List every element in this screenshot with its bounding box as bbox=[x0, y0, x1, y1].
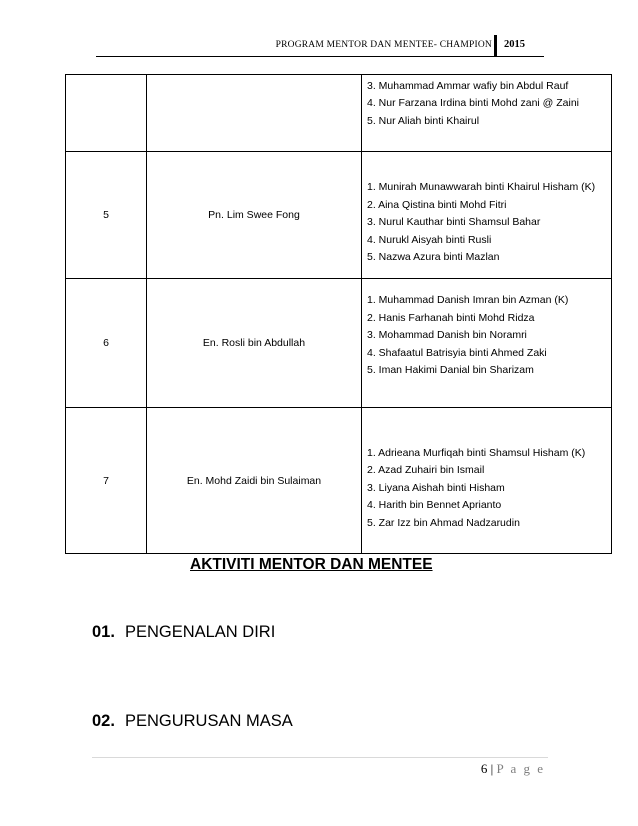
mentee-list bbox=[367, 179, 611, 267]
list-item: 3. Mohammad Danish bin Noramri bbox=[367, 329, 527, 342]
list-item: 2. Hanis Farhanah binti Mohd Ridza bbox=[367, 311, 535, 324]
footer-rule bbox=[92, 757, 548, 758]
group-number-cell: 7 bbox=[66, 408, 147, 554]
mentee-list-cell bbox=[362, 75, 612, 152]
mentee-list-cell bbox=[362, 408, 612, 554]
table-row bbox=[66, 152, 612, 279]
mentee-list-cell bbox=[362, 279, 612, 408]
page-word: P a g e bbox=[496, 761, 545, 776]
list-item: 3. Liyana Aishah binti Hisham bbox=[367, 481, 505, 494]
list-item: 1. Muhammad Danish Imran bin Azman (K) bbox=[367, 294, 569, 307]
list-item: 4. Harith bin Bennet Aprianto bbox=[367, 499, 502, 512]
page-footer bbox=[481, 761, 545, 777]
mentor-name-cell: En. Rosli bin Abdullah bbox=[147, 279, 362, 408]
header-title: PROGRAM MENTOR DAN MENTEE- CHAMPION bbox=[275, 40, 492, 50]
header-rule bbox=[96, 56, 544, 57]
list-item: 1. Adrieana Murfiqah binti Shamsul Hisham (K) bbox=[367, 446, 586, 459]
section-heading: AKTIVITI MENTOR DAN MENTEE bbox=[190, 556, 433, 573]
list-item: 5. Nazwa Azura binti Mazlan bbox=[367, 251, 500, 264]
mentor-name-cell bbox=[147, 75, 362, 152]
page-header bbox=[0, 30, 638, 54]
activity-label: PENGURUSAN MASA bbox=[124, 712, 293, 730]
header-year: 2015 bbox=[504, 39, 525, 50]
activity-label: PENGENALAN DIRI bbox=[124, 623, 276, 641]
group-number-cell bbox=[66, 75, 147, 152]
mentee-list bbox=[367, 292, 611, 380]
page-number: 6 bbox=[480, 761, 488, 776]
table-row bbox=[66, 279, 612, 408]
list-item: 3. Muhammad Ammar wafiy bin Abdul Rauf bbox=[367, 79, 569, 92]
table-row bbox=[66, 75, 612, 152]
list-item: 1. Munirah Munawwarah binti Khairul Hisham (K) bbox=[367, 181, 596, 194]
mentee-list-cell bbox=[362, 152, 612, 279]
list-item: 4. Nur Farzana Irdina binti Mohd zani @ Zaini bbox=[367, 97, 580, 110]
table-row bbox=[66, 408, 612, 554]
list-item: 2. Aina Qistina binti Mohd Fitri bbox=[367, 198, 507, 211]
mentee-list bbox=[367, 445, 611, 533]
activity-item bbox=[92, 623, 275, 642]
header-separator bbox=[494, 35, 497, 56]
mentor-name-cell: En. Mohd Zaidi bin Sulaiman bbox=[147, 408, 362, 554]
list-item: 2. Azad Zuhairi bin Ismail bbox=[367, 464, 485, 477]
list-item: 5. Nur Aliah binti Khairul bbox=[367, 114, 480, 127]
activity-number: 01. bbox=[92, 623, 115, 641]
list-item: 3. Nurul Kauthar binti Shamsul Bahar bbox=[367, 216, 541, 229]
footer-separator: | bbox=[490, 761, 494, 776]
group-number-cell: 6 bbox=[66, 279, 147, 408]
list-item: 4. Shafaatul Batrisyia binti Ahmed Zaki bbox=[367, 346, 547, 359]
activity-number: 02. bbox=[92, 712, 115, 730]
list-item: 5. Iman Hakimi Danial bin Sharizam bbox=[367, 364, 534, 377]
mentor-name-cell: Pn. Lim Swee Fong bbox=[147, 152, 362, 279]
list-item: 4. Nurukl Aisyah binti Rusli bbox=[367, 233, 492, 246]
activity-item bbox=[92, 712, 293, 731]
mentor-mentee-table bbox=[65, 74, 612, 554]
mentee-list bbox=[367, 78, 611, 131]
group-number-cell: 5 bbox=[66, 152, 147, 279]
list-item: 5. Zar Izz bin Ahmad Nadzarudin bbox=[367, 516, 520, 529]
